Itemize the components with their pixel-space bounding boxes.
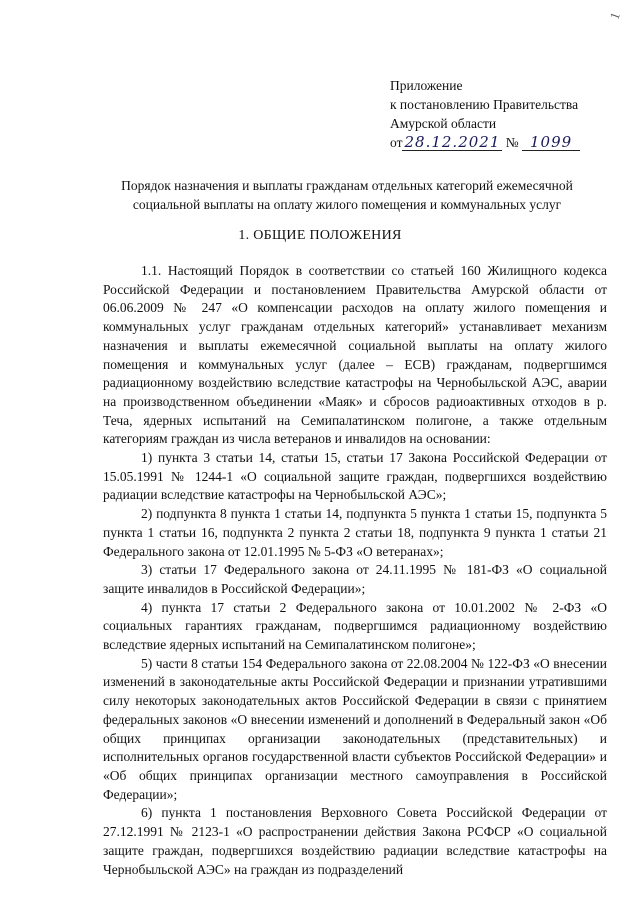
document-body bbox=[103, 262, 607, 879]
annex-block bbox=[390, 76, 580, 152]
list-item-1: 1) пункта 3 статьи 14, статьи 15, статьи 17 Закона Российской Федерации от 15.05.1991 № 1244-1 «О социальной защите граждан, подвергшихся воздействию радиации вследствие катастрофы на Чернобыльской АЭС»; bbox=[103, 450, 607, 503]
document-title: Порядок назначения и выплаты гражданам отдельных категорий ежемесячной социальной выплаты на оплату жилого помещения и коммунальных услуг bbox=[121, 178, 573, 212]
date-prefix: от bbox=[390, 135, 403, 150]
number-prefix: № bbox=[505, 135, 519, 150]
paragraph-1-1: 1.1. Настоящий Порядок в соответствии со статьей 160 Жилищного кодекса Российской Федерации и постановлением Правительства Амурской области от 06.06.2009 № 247 «О компенсации расходов на оплату жилого помещения и коммунальных услуг гражданам отдельных категорий» устанавливает механизм назначения и выплаты ежемесячной социальной выплаты на оплату жилого помещения и коммунальных услуг (далее – ЕСВ) гражданам, подвергшимся радиационному воздействию вследствие катастрофы на Чернобыльской АЭС, аварии на производственном объединении «Маяк» и сбросов радиоактивных отходов в р. Теча, ядерных испытаний на Семипалатинском полигоне, а также отдельным категориям граждан из числа ветеранов и инвалидов на основании: bbox=[103, 263, 607, 447]
annex-line-1: Приложение bbox=[390, 78, 463, 93]
list-item-4: 4) пункта 17 статьи 2 Федерального закона от 10.01.2002 № 2-ФЗ «О социальных гарантиях гражданам, подвергшимся радиационному воздействию вследствие ядерных испытаний на Семипалатинском полигоне»; bbox=[103, 599, 607, 653]
section-heading: 1. ОБЩИЕ ПОЛОЖЕНИЯ bbox=[238, 228, 402, 243]
annex-line-2: к постановлению Правительства bbox=[390, 97, 579, 112]
handwritten-number: 1099 bbox=[522, 135, 580, 151]
list-item-2: 2) подпункта 8 пункта 1 статьи 14, подпункта 5 пункта 1 статьи 15, подпункта 5 пункта 1 статьи 16, подпункта 2 пункта 2 статьи 18, подпункта 9 пункта 1 статьи 21 Федерального закона от 12.01.1995 № 5-ФЗ «О ветеранах»; bbox=[103, 506, 607, 559]
handwritten-date: 28.12.2021 bbox=[404, 133, 501, 151]
annex-date-line bbox=[390, 133, 580, 152]
list-item-6: 6) пункта 1 постановления Верховного Совета Российской Федерации от 27.12.1991 № 2123-1 «О распространении действия Закона РСФСР «О социальной защите граждан, подвергшихся воздействию радиации вследствие катастрофы на Чернобыльской АЭС» на граждан из подразделений bbox=[103, 805, 607, 877]
annex-line-3: Амурской области bbox=[390, 116, 497, 131]
list-item-3: 3) статьи 17 Федерального закона от 24.11.1995 № 181-ФЗ «О социальной защите инвалидов в Российской Федерации»; bbox=[103, 562, 607, 596]
page-number-mark: 1 bbox=[606, 10, 623, 22]
list-item-5: 5) части 8 статьи 154 Федерального закона от 22.08.2004 № 122-ФЗ «О внесении изменений в законодательные акты Российской Федерации и признании утратившими силу некоторых законодательных актов Российской Федерации в связи с принятием федеральных законов «О внесении изменений и дополнений в Федеральный закон «Об общих принципах организации законодательных (представительных) и исполнительных органов государственной власти субъектов Российской Федерации» и «Об общих принципах организации местного самоуправления в Российской Федерации»; bbox=[103, 655, 607, 802]
